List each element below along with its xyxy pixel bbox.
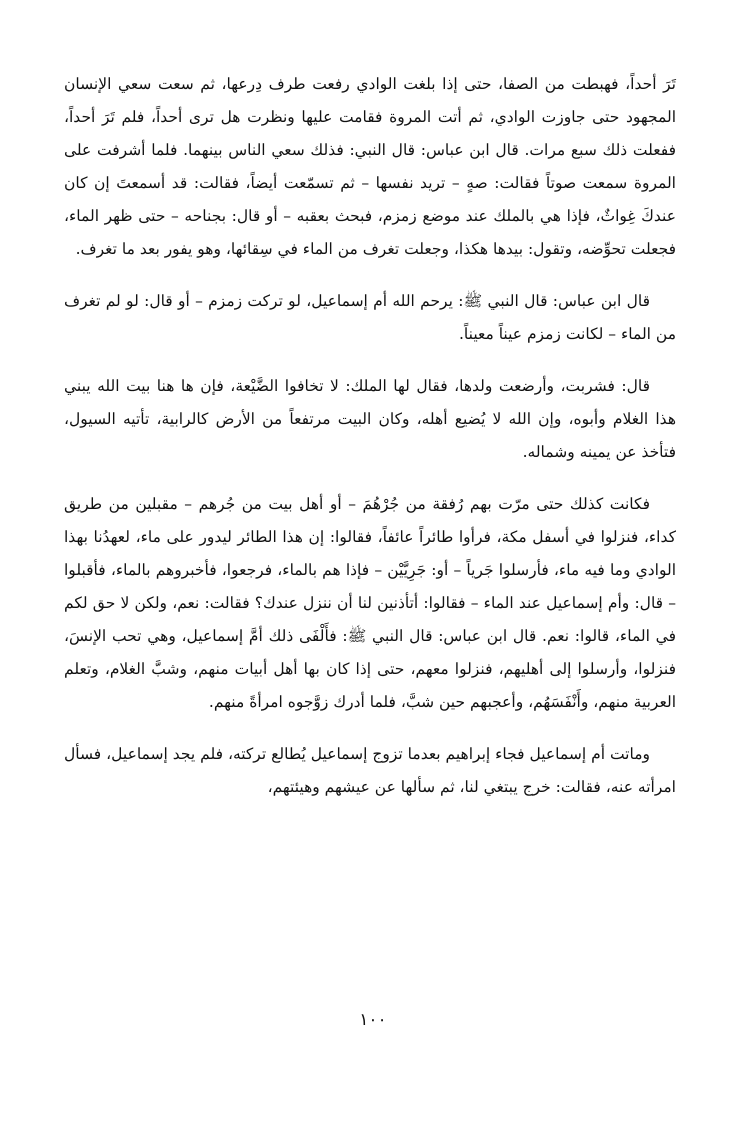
paragraph-3: قال: فشربت، وأرضعت ولدها، فقال لها الملك: لا تخافوا الضَّيْعة، فإن ها هنا بيت الله يبني هذا الغلام وأبوه، وإن الله لا يُضيع أهله، وكان البيت مرتفعاً من الأرض كالرابية، تأتيه السيول، فتأخذ عن يمينه وشماله. [64,377,676,461]
page-number: ١٠٠ [359,1010,387,1030]
body-text [64,68,676,823]
paragraph-2: قال ابن عباس: قال النبي ﷺ: يرحم الله أم إسماعيل، لو تركت زمزم – أو قال: لو لم تغرف من الماء – لكانت زمزم عيناً معيناً. [64,292,676,343]
paragraph-5: وماتت أم إسماعيل فجاء إبراهيم بعدما تزوج إسماعيل يُطالع تركته، فلم يجد إسماعيل، فسأل امرأته عنه، فقالت: خرج يبتغي لنا، ثم سألها عن عيشهم وهيئتهم، [64,745,676,796]
paragraph-4: فكانت كذلك حتى مرّت بهم رُفقة من جُرْهُمَ – أو أهل بيت من جُرهم – مقبلين من طريق كداء، فنزلوا في أسفل مكة، فرأوا طائراً عائفاً، فقالوا: إن هذا الطائر ليدور على ماء، لعهدُنا بهذا الوادي وما فيه ماء، فأرسلوا جَرياً – أو: جَرِيَّيْن – فإذا هم بالماء، فرجعوا، فأخبروهم بالماء، فأقبلوا – قال: وأم إسماعيل عند الماء – فقالوا: أتأذنين لنا أن ننزل عندك؟ فقالت: نعم، ولكن لا حق لكم في الماء، قالوا: نعم. قال ابن عباس: قال النبي ﷺ: فأَلْفَى ذلك أمَّ إسماعيل، وهي تحب الإنسَ، فنزلوا، وأرسلوا إلى أهليهم، فنزلوا معهم، حتى إذا كان بها أهل أبيات منهم، وشبَّ الغلام، وتعلم العربية منهم، وأَنْفَسَهُم، وأعجبهم حين شبَّ، فلما أدرك زوَّجوه امرأةً منهم. [64,495,676,711]
paragraph-1: تَرَ أحداً، فهبطت من الصفا، حتى إذا بلغت الوادي رفعت طرف دِرعها، ثم سعت سعي الإنسان المجهود حتى جاوزت الوادي، ثم أتت المروة فقامت عليها ونظرت هل ترى أحداً، فلم تَرَ أحداً، ففعلت ذلك سبع مرات. قال ابن عباس: قال النبي: فذلك سعي الناس بينهما. فلما أشرفت على المروة سمعت صوتاً فقالت: صهٍ – تريد نفسها – ثم تسمّعت أيضاً، فقالت: قد أسمعتَ إن كان عندكَ غِواثٌ، فإذا هي بالملك عند موضع زمزم، فبحث بعقبه – أو قال: بجناحه – حتى ظهر الماء، فجعلت تحوِّضه، وتقول: بيدها هكذا، وجعلت تغرف من الماء في سِقائها، وهو يفور بعد ما تغرف. [64,75,676,258]
